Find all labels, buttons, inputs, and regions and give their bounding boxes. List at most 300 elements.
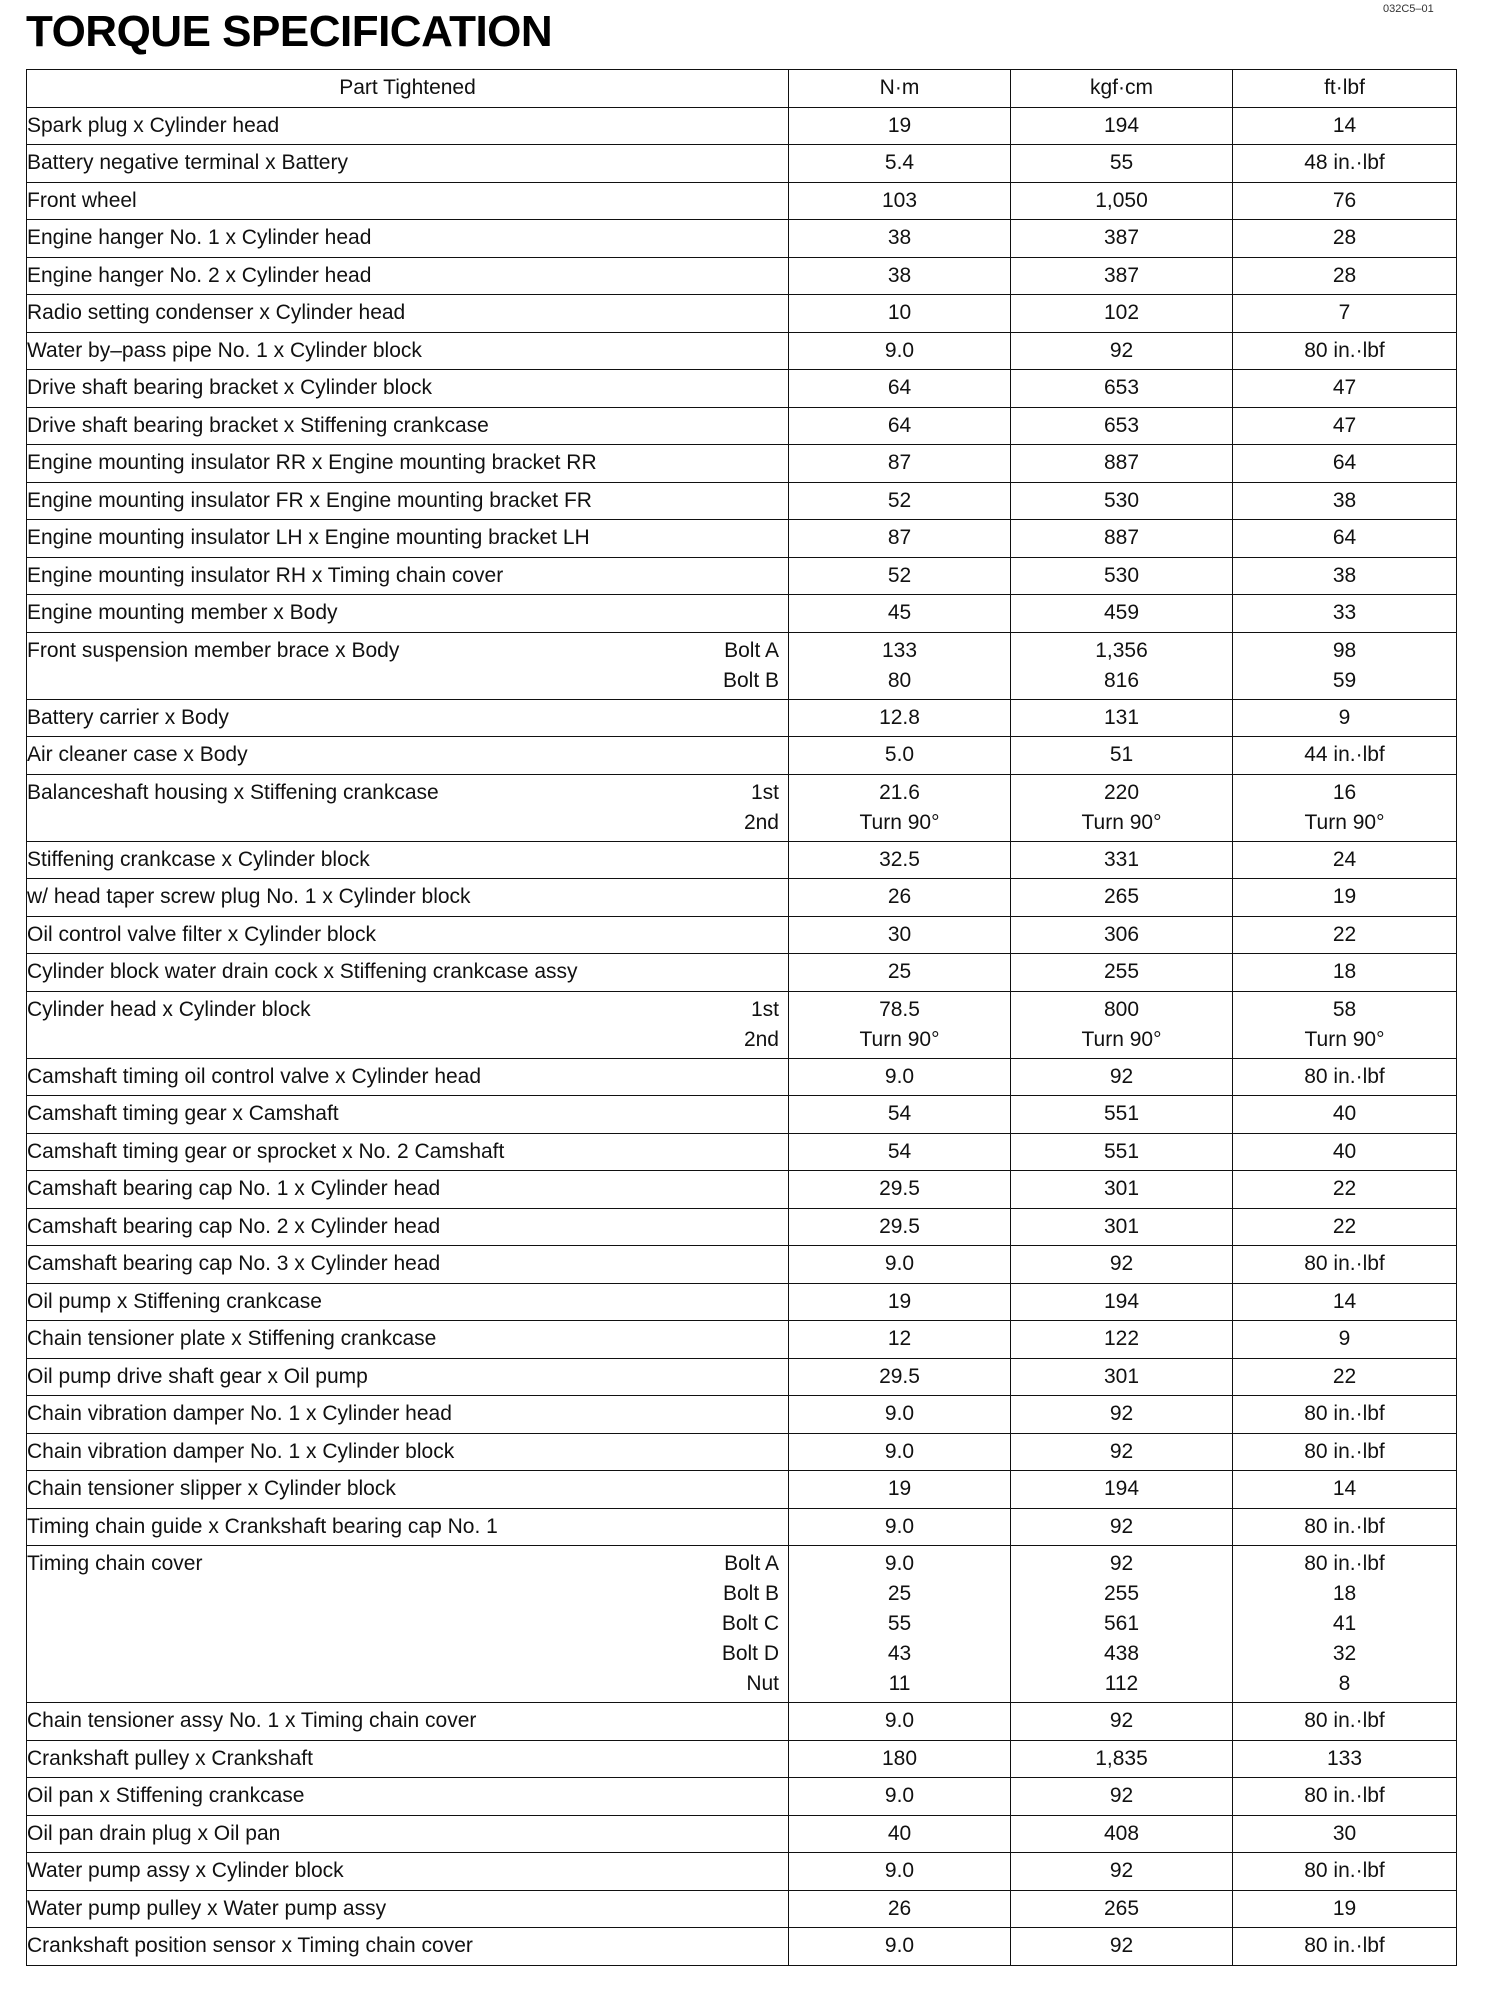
kgf-cm-cell (1011, 1433, 1233, 1471)
value-stack (1233, 636, 1456, 696)
part-wrap (27, 1744, 788, 1774)
value: 551 (1103, 1139, 1140, 1163)
value-stack (1233, 1324, 1456, 1354)
value-stack (1011, 740, 1232, 770)
nm-cell (789, 1171, 1011, 1209)
value: 530 (1103, 563, 1140, 587)
value: 816 (1103, 668, 1140, 692)
nm-cell (789, 1058, 1011, 1096)
part-wrap (27, 448, 788, 478)
value: 19 (1332, 1896, 1357, 1920)
part-cell (27, 1283, 789, 1321)
table-row (27, 295, 1457, 333)
part-cell (27, 841, 789, 879)
kgf-cm-cell (1011, 145, 1233, 183)
value: 25 (887, 1582, 912, 1605)
table-row (27, 482, 1457, 520)
value: 80 in.·lbf (1304, 1402, 1385, 1425)
table-row (27, 841, 1457, 879)
kgf-cm-cell (1011, 1778, 1233, 1816)
value: 21.6 (879, 780, 920, 804)
value-stack (789, 636, 1010, 696)
value: 22 (1332, 1177, 1357, 1200)
value: 102 (1103, 301, 1140, 324)
value-stack (789, 1062, 1010, 1092)
part-cell (27, 954, 789, 992)
part-name: Oil control valve filter x Cylinder block (27, 922, 376, 946)
nm-cell (789, 332, 1011, 370)
value-stack (1011, 373, 1232, 403)
value-stack (1011, 995, 1232, 1055)
value: 92 (1109, 1859, 1134, 1882)
part-wrap (27, 1819, 788, 1849)
value-stack (1011, 1744, 1232, 1774)
part-name: Camshaft timing gear x Camshaft (27, 1102, 339, 1125)
part-cell (27, 257, 789, 295)
nm-cell (789, 699, 1011, 737)
table-row (27, 1096, 1457, 1134)
kgf-cm-cell (1011, 182, 1233, 220)
value-stack (1233, 1819, 1456, 1849)
table-row (27, 107, 1457, 145)
value: 92 (1109, 1252, 1134, 1275)
value: 194 (1103, 113, 1140, 137)
value: 301 (1103, 1214, 1140, 1238)
ft-lbf-cell (1233, 774, 1457, 841)
value-stack (789, 373, 1010, 403)
value-stack (1233, 261, 1456, 291)
part-wrap (27, 845, 788, 875)
value-stack (789, 1512, 1010, 1542)
value: 40 (1332, 1102, 1357, 1125)
value-stack (789, 920, 1010, 950)
part-cell (27, 1853, 789, 1891)
value-stack (1233, 486, 1456, 516)
value: 80 in.·lbf (1304, 1064, 1385, 1088)
value: 92 (1109, 338, 1134, 362)
part-cell (27, 370, 789, 408)
nm-cell (789, 1433, 1011, 1471)
value-stack (789, 1362, 1010, 1392)
value-stack (1011, 1099, 1232, 1129)
value: 301 (1103, 1177, 1140, 1200)
value: 76 (1332, 188, 1357, 212)
part-cell (27, 1471, 789, 1509)
nm-cell (789, 1853, 1011, 1891)
nm-cell (789, 954, 1011, 992)
nm-cell (789, 1546, 1011, 1703)
part-wrap (27, 1174, 788, 1204)
value: 51 (1109, 743, 1134, 766)
value-stack (1233, 1062, 1456, 1092)
value: Turn 90° (859, 1027, 940, 1051)
value: 80 in.·lbf (1304, 1859, 1385, 1882)
ft-lbf-cell (1233, 1928, 1457, 1966)
value: Turn 90° (1081, 810, 1162, 834)
part-cell (27, 145, 789, 183)
value: 14 (1332, 113, 1357, 137)
table-row (27, 1058, 1457, 1096)
value: 92 (1109, 1064, 1134, 1088)
value: 530 (1103, 488, 1140, 512)
value-stack (1011, 186, 1232, 216)
part-name: Engine mounting insulator RR x Engine mounting bracket RR (27, 451, 597, 474)
nm-cell (789, 257, 1011, 295)
value: 408 (1103, 1821, 1140, 1845)
kgf-cm-cell (1011, 257, 1233, 295)
table-row (27, 1853, 1457, 1891)
value: 9.0 (884, 1514, 915, 1538)
ft-lbf-cell (1233, 1740, 1457, 1778)
value: 800 (1103, 997, 1140, 1021)
ft-lbf-cell (1233, 916, 1457, 954)
ft-lbf-cell (1233, 220, 1457, 258)
value: 92 (1109, 1402, 1134, 1425)
value: 9 (1338, 705, 1351, 729)
value: 551 (1103, 1102, 1140, 1125)
ft-lbf-cell (1233, 370, 1457, 408)
value: 55 (887, 1612, 912, 1635)
part-cell (27, 407, 789, 445)
value: 1,050 (1095, 188, 1148, 212)
table-body (27, 107, 1457, 1965)
value: 301 (1103, 1364, 1140, 1388)
sub-label: 2nd (743, 810, 779, 834)
value-stack (1011, 1174, 1232, 1204)
value: 19 (1332, 885, 1357, 908)
value: 45 (887, 601, 912, 624)
value: Turn 90° (1304, 1027, 1385, 1051)
value-stack (1233, 1781, 1456, 1811)
value-stack (789, 957, 1010, 987)
nm-cell (789, 1928, 1011, 1966)
value: 92 (1109, 1709, 1134, 1732)
value: 19 (887, 1289, 912, 1313)
part-name: Oil pan x Stiffening crankcase (27, 1784, 305, 1807)
part-name: Engine mounting insulator LH x Engine mounting bracket LH (27, 526, 590, 549)
kgf-cm-cell (1011, 295, 1233, 333)
value: 80 in.·lbf (1304, 1252, 1385, 1275)
kgf-cm-cell (1011, 595, 1233, 633)
part-cell (27, 182, 789, 220)
table-row (27, 407, 1457, 445)
table-row (27, 916, 1457, 954)
page-title: TORQUE SPECIFICATION (26, 7, 553, 56)
part-name: Chain tensioner plate x Stiffening crankcase (27, 1327, 437, 1350)
value-stack (1011, 1781, 1232, 1811)
value-stack (1233, 882, 1456, 912)
part-cell (27, 1246, 789, 1284)
part-cell (27, 1890, 789, 1928)
value-stack (1233, 1099, 1456, 1129)
table-row (27, 879, 1457, 917)
part-name: Water pump assy x Cylinder block (27, 1859, 344, 1882)
part-cell (27, 1321, 789, 1359)
value-stack (789, 1287, 1010, 1317)
value-stack (1011, 1549, 1232, 1699)
ft-lbf-cell (1233, 482, 1457, 520)
part-name: Cylinder head x Cylinder block (27, 997, 311, 1021)
ft-lbf-cell (1233, 257, 1457, 295)
value: 14 (1332, 1477, 1357, 1500)
ft-lbf-cell (1233, 1096, 1457, 1134)
value-stack (1011, 111, 1232, 141)
value-stack (1233, 1399, 1456, 1429)
nm-cell (789, 1815, 1011, 1853)
value-stack (1233, 448, 1456, 478)
value-stack (789, 1819, 1010, 1849)
value-stack (1233, 1549, 1456, 1699)
part-cell (27, 1171, 789, 1209)
value-stack (1011, 778, 1232, 838)
kgf-cm-cell (1011, 774, 1233, 841)
kgf-cm-cell (1011, 1171, 1233, 1209)
kgf-cm-cell (1011, 445, 1233, 483)
value-stack (789, 1174, 1010, 1204)
part-name: Engine mounting member x Body (27, 601, 338, 624)
value: 29.5 (879, 1214, 920, 1238)
value: 22 (1332, 922, 1357, 946)
value: 80 in.·lbf (1304, 1514, 1385, 1538)
part-cell (27, 699, 789, 737)
kgf-cm-cell (1011, 737, 1233, 775)
kgf-cm-cell (1011, 482, 1233, 520)
value-stack (1233, 1174, 1456, 1204)
part-name: Engine hanger No. 2 x Cylinder head (27, 263, 372, 287)
value: 9.0 (884, 338, 915, 362)
value-stack (789, 1399, 1010, 1429)
kgf-cm-cell (1011, 991, 1233, 1058)
nm-cell (789, 1208, 1011, 1246)
part-name: Battery negative terminal x Battery (27, 151, 348, 174)
value: 133 (881, 638, 918, 662)
value: 9.0 (884, 1709, 915, 1732)
value: 9 (1338, 1327, 1351, 1350)
nm-cell (789, 774, 1011, 841)
value: 103 (881, 188, 918, 212)
nm-cell (789, 145, 1011, 183)
value: 98 (1332, 638, 1357, 662)
part-wrap (27, 373, 788, 403)
value-stack (789, 1706, 1010, 1736)
value: 43 (887, 1642, 912, 1665)
part-wrap (27, 703, 788, 733)
ft-lbf-cell (1233, 107, 1457, 145)
ft-lbf-cell (1233, 1358, 1457, 1396)
part-wrap (27, 1856, 788, 1886)
sub-label: 1st (750, 780, 779, 804)
ft-lbf-cell (1233, 557, 1457, 595)
value: 10 (887, 301, 912, 324)
nm-cell (789, 1133, 1011, 1171)
part-name: Crankshaft position sensor x Timing chain cover (27, 1934, 473, 1957)
value: 131 (1103, 705, 1140, 729)
ft-lbf-cell (1233, 1471, 1457, 1509)
value: 22 (1332, 1214, 1357, 1238)
value: 9.0 (884, 1252, 915, 1275)
value: 80 in.·lbf (1304, 1784, 1385, 1807)
table-row (27, 1358, 1457, 1396)
value: 26 (887, 1896, 912, 1920)
part-wrap (27, 261, 788, 291)
value: 38 (887, 263, 912, 287)
value-stack (1011, 882, 1232, 912)
table-row (27, 557, 1457, 595)
value: 29.5 (879, 1364, 920, 1388)
part-cell (27, 1703, 789, 1741)
table-row (27, 1928, 1457, 1966)
sub-labels (723, 636, 788, 696)
value: 30 (887, 922, 912, 946)
table-row (27, 370, 1457, 408)
value: 16 (1332, 780, 1357, 804)
sub-label: Bolt D (721, 1642, 779, 1665)
ft-lbf-cell (1233, 295, 1457, 333)
value-stack (789, 1099, 1010, 1129)
table-row (27, 1208, 1457, 1246)
table-row (27, 595, 1457, 633)
part-wrap (27, 1062, 788, 1092)
kgf-cm-cell (1011, 1471, 1233, 1509)
value-stack (1233, 373, 1456, 403)
value-stack (1011, 703, 1232, 733)
part-wrap (27, 298, 788, 328)
part-name: Engine hanger No. 1 x Cylinder head (27, 226, 372, 249)
sub-label: Bolt B (722, 1582, 779, 1605)
value-stack (1233, 1856, 1456, 1886)
part-wrap (27, 957, 788, 987)
value-stack (1011, 1512, 1232, 1542)
part-wrap (27, 1931, 788, 1961)
part-name: Camshaft timing oil control valve x Cylinder head (27, 1064, 482, 1088)
value-stack (789, 523, 1010, 553)
part-wrap (27, 523, 788, 553)
ft-lbf-cell (1233, 520, 1457, 558)
part-name: w/ head taper screw plug No. 1 x Cylinder block (27, 885, 471, 908)
table-row (27, 1283, 1457, 1321)
part-wrap (27, 1362, 788, 1392)
ft-lbf-cell (1233, 1433, 1457, 1471)
ft-lbf-cell (1233, 407, 1457, 445)
value-stack (1233, 1512, 1456, 1542)
value-stack (1233, 1474, 1456, 1504)
part-name: Battery carrier x Body (27, 705, 229, 729)
value-stack (789, 1781, 1010, 1811)
value: 9.0 (884, 1859, 915, 1882)
part-cell (27, 916, 789, 954)
ft-lbf-cell (1233, 841, 1457, 879)
part-cell (27, 1740, 789, 1778)
ft-lbf-cell (1233, 737, 1457, 775)
kgf-cm-cell (1011, 407, 1233, 445)
value: 87 (887, 526, 912, 549)
ft-lbf-cell (1233, 632, 1457, 699)
ft-lbf-cell (1233, 1171, 1457, 1209)
torque-spec-table (26, 69, 1457, 1966)
value: 33 (1332, 601, 1357, 624)
part-name: Chain tensioner slipper x Cylinder block (27, 1477, 396, 1500)
nm-cell (789, 916, 1011, 954)
nm-cell (789, 595, 1011, 633)
nm-cell (789, 1358, 1011, 1396)
value-stack (789, 448, 1010, 478)
nm-cell (789, 1246, 1011, 1284)
part-cell (27, 737, 789, 775)
part-wrap (27, 1287, 788, 1317)
value: 59 (1332, 668, 1357, 692)
value-stack (1011, 1249, 1232, 1279)
table-row (27, 1815, 1457, 1853)
table-row (27, 737, 1457, 775)
value: 194 (1103, 1289, 1140, 1313)
value-stack (1233, 336, 1456, 366)
table-row (27, 1321, 1457, 1359)
value-stack (1233, 223, 1456, 253)
part-name: Air cleaner case x Body (27, 743, 248, 766)
value: 92 (1109, 1514, 1134, 1538)
value-stack (1233, 111, 1456, 141)
part-wrap (27, 186, 788, 216)
value: 80 (887, 668, 912, 692)
value-stack (789, 1212, 1010, 1242)
value-stack (1233, 411, 1456, 441)
part-cell (27, 445, 789, 483)
value-stack (789, 336, 1010, 366)
nm-cell (789, 107, 1011, 145)
value-stack (789, 740, 1010, 770)
kgf-cm-cell (1011, 1133, 1233, 1171)
part-wrap (27, 1781, 788, 1811)
part-cell (27, 1433, 789, 1471)
part-name: Timing chain guide x Crankshaft bearing cap No. 1 (27, 1514, 498, 1538)
value-stack (1011, 486, 1232, 516)
ft-lbf-cell (1233, 1246, 1457, 1284)
ft-lbf-cell (1233, 1853, 1457, 1891)
value-stack (1233, 1287, 1456, 1317)
part-name: Water by–pass pipe No. 1 x Cylinder block (27, 338, 422, 362)
sub-label: Bolt C (721, 1612, 779, 1635)
value-stack (789, 411, 1010, 441)
kgf-cm-cell (1011, 1890, 1233, 1928)
part-wrap (27, 636, 788, 696)
table-row (27, 1246, 1457, 1284)
value-stack (789, 261, 1010, 291)
kgf-cm-cell (1011, 1246, 1233, 1284)
value: 653 (1103, 376, 1140, 399)
part-name: Stiffening crankcase x Cylinder block (27, 847, 370, 871)
part-cell (27, 1546, 789, 1703)
kgf-cm-cell (1011, 332, 1233, 370)
value: 92 (1109, 1934, 1134, 1957)
value-stack (1233, 298, 1456, 328)
part-name: Drive shaft bearing bracket x Cylinder block (27, 376, 433, 399)
table-row (27, 445, 1457, 483)
part-name: Spark plug x Cylinder head (27, 113, 280, 137)
value: 64 (887, 376, 912, 399)
part-wrap (27, 1137, 788, 1167)
ft-lbf-cell (1233, 1133, 1457, 1171)
kgf-cm-cell (1011, 1546, 1233, 1703)
table-row (27, 257, 1457, 295)
kgf-cm-cell (1011, 1358, 1233, 1396)
value: 78.5 (879, 997, 920, 1021)
part-cell (27, 1058, 789, 1096)
ft-lbf-cell (1233, 1058, 1457, 1096)
part-cell (27, 1396, 789, 1434)
value-stack (1011, 411, 1232, 441)
nm-cell (789, 879, 1011, 917)
value-stack (1011, 1362, 1232, 1392)
